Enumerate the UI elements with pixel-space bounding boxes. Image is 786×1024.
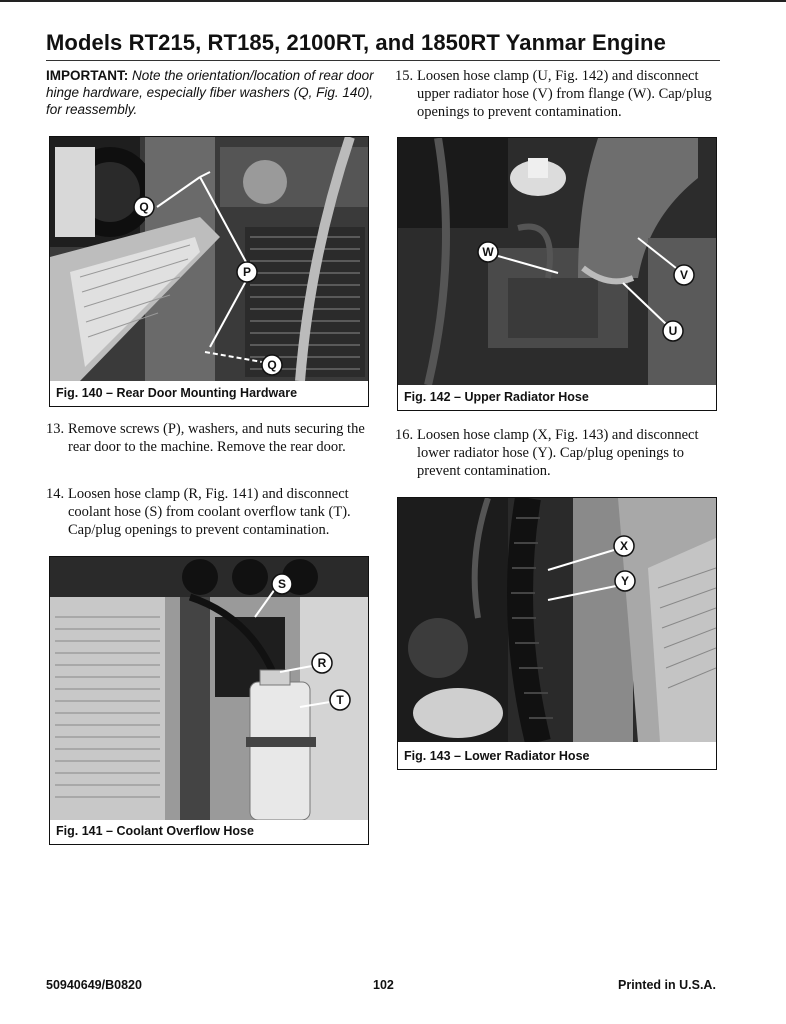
figure-140 [49, 136, 369, 407]
page-title: Models RT215, RT185, 2100RT, and 1850RT Yanmar Engine [46, 30, 666, 55]
svg-text:P: P [242, 265, 252, 279]
svg-text:Q: Q [267, 358, 277, 372]
top-border [0, 0, 786, 2]
step-14-text: Loosen hose clamp (R, Fig. 141) and disconnect coolant hose (S) from coolant overflow tank (T). Cap/plug openings to prevent contamination. [68, 486, 351, 538]
step-15-number: 15. [395, 68, 414, 84]
step-13-text: Remove screws (P), washers, and nuts securing the rear door to the machine. Remove the rear door. [68, 421, 365, 455]
figure-142 [397, 137, 717, 411]
figure-142-caption: Fig. 142 – Upper Radiator Hose [404, 390, 589, 404]
figure-140-photo [50, 137, 368, 381]
svg-text:X: X [619, 539, 629, 553]
figure-142-photo [398, 138, 716, 385]
important-label: IMPORTANT: [46, 68, 129, 83]
svg-text:U: U [668, 324, 678, 338]
important-note [46, 67, 378, 118]
title-divider [46, 60, 720, 61]
footer-printed: Printed in U.S.A. [618, 978, 716, 992]
svg-text:Q: Q [139, 200, 149, 214]
step-15-text: Loosen hose clamp (U, Fig. 142) and disconnect upper radiator hose (V) from flange (W). Cap/plug openings to prevent contamination. [417, 68, 712, 120]
figure-143-caption: Fig. 143 – Lower Radiator Hose [404, 749, 590, 763]
step-15 [395, 67, 725, 121]
svg-text:W: W [482, 245, 494, 259]
important-text: Note the orientation/location of rear door hinge hardware, especially fiber washers (Q, Fig. 140), for reassembly. [46, 68, 374, 117]
footer-doc-number: 50940649/B0820 [46, 978, 142, 992]
svg-text:R: R [317, 656, 327, 670]
step-13 [46, 420, 376, 456]
step-13-number: 13. [46, 421, 65, 437]
step-14-number: 14. [46, 486, 65, 502]
svg-text:T: T [336, 693, 344, 707]
figure-141-photo [50, 557, 368, 820]
figure-143-photo [398, 498, 716, 742]
figure-143 [397, 497, 717, 770]
step-16-number: 16. [395, 427, 414, 443]
figure-141-caption: Fig. 141 – Coolant Overflow Hose [56, 824, 254, 838]
footer-page-number: 102 [373, 978, 394, 992]
step-16 [395, 426, 725, 480]
svg-text:Y: Y [620, 574, 630, 588]
figure-141 [49, 556, 369, 845]
figure-140-caption: Fig. 140 – Rear Door Mounting Hardware [56, 386, 298, 400]
svg-text:S: S [277, 577, 287, 591]
step-14 [46, 485, 376, 539]
svg-text:V: V [679, 268, 689, 282]
step-16-text: Loosen hose clamp (X, Fig. 143) and disconnect lower radiator hose (Y). Cap/plug openings to prevent contamination. [417, 427, 699, 479]
